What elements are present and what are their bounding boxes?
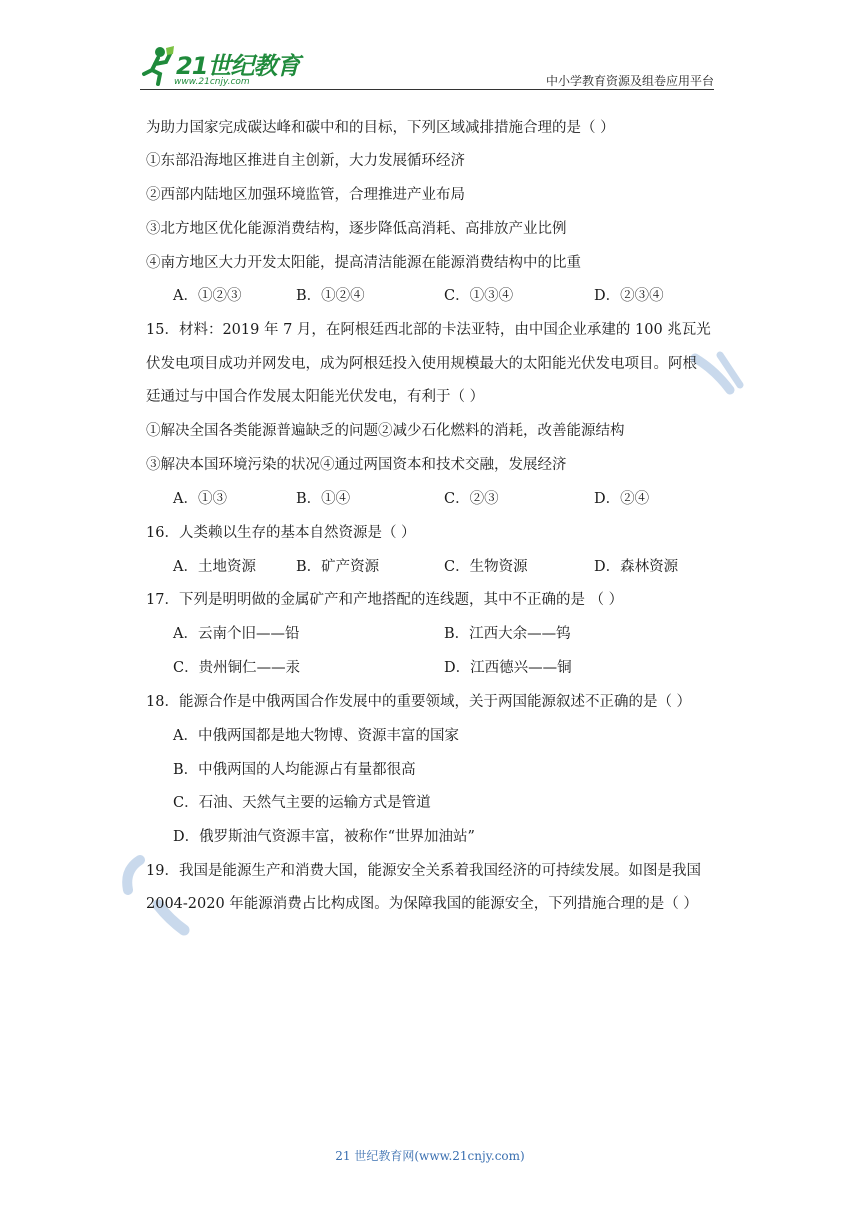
q15-stem-line-1: 15．材料：2019 年 7 月，在阿根廷西北部的卡法亚特，由中国企业承建的 100 兆瓦光 xyxy=(146,322,711,338)
q15-option-a: A．①③ xyxy=(173,491,227,507)
q16-option-c: C．生物资源 xyxy=(444,559,528,575)
logo-url: www.21cnjy.com xyxy=(174,77,250,87)
platform-title: 中小学教育资源及组卷应用平台 xyxy=(545,74,714,88)
q16-option-d: D．森林资源 xyxy=(594,559,679,575)
q15-option-d: D．②④ xyxy=(594,491,650,507)
runner-logo-icon xyxy=(140,44,176,88)
q18-option-c: C．石油、天然气主要的运输方式是管道 xyxy=(173,795,431,811)
q18-option-d: D．俄罗斯油气资源丰富，被称作“世界加油站” xyxy=(173,829,475,845)
q14-stem: 为助力国家完成碳达峰和碳中和的目标，下列区域减排措施合理的是（ ） xyxy=(146,120,615,136)
q14-item-3: ③北方地区优化能源消费结构，逐步降低高消耗、高排放产业比例 xyxy=(146,221,567,237)
header-divider xyxy=(140,89,714,90)
q16-stem: 16．人类赖以生存的基本自然资源是（ ） xyxy=(146,525,416,541)
q15-option-b: B．①④ xyxy=(296,491,351,507)
q14-item-4: ④南方地区大力开发太阳能，提高清洁能源在能源消费结构中的比重 xyxy=(146,255,581,271)
q18-stem: 18．能源合作是中俄两国合作发展中的重要领域，关于两国能源叙述不正确的是（ ） xyxy=(146,694,692,710)
q14-item-1: ①东部沿海地区推进自主创新，大力发展循环经济 xyxy=(146,153,465,169)
watermark-mark-right xyxy=(690,350,750,400)
q17-option-c: C．贵州铜仁——汞 xyxy=(173,660,301,676)
q15-item-1: ①解决全国各类能源普遍缺乏的问题②减少石化燃料的消耗，改善能源结构 xyxy=(146,423,625,439)
q14-item-2: ②西部内陆地区加强环境监管，合理推进产业布局 xyxy=(146,187,465,203)
page-header xyxy=(0,0,860,100)
q14-option-b: B．①②④ xyxy=(296,288,365,304)
q17-option-d: D．江西德兴——铜 xyxy=(444,660,572,676)
q16-option-b: B．矿产资源 xyxy=(296,559,380,575)
q15-stem-line-2: 伏发电项目成功并网发电，成为阿根廷投入使用规模最大的太阳能光伏发电项目。阿根 xyxy=(146,356,697,372)
q15-item-2: ③解决本国环境污染的状况④通过两国资本和技术交融，发展经济 xyxy=(146,457,567,473)
q14-option-d: D．②③④ xyxy=(594,288,664,304)
q14-option-c: C．①③④ xyxy=(444,288,514,304)
q19-stem-line-1: 19．我国是能源生产和消费大国，能源安全关系着我国经济的可持续发展。如图是我国 xyxy=(146,863,701,879)
q18-option-a: A．中俄两国都是地大物博、资源丰富的国家 xyxy=(173,728,459,744)
q15-option-c: C．②③ xyxy=(444,491,499,507)
logo-text: 21世纪教育 xyxy=(176,52,300,80)
q19-stem-line-2: 2004-2020 年能源消费占比构成图。为保障我国的能源安全，下列措施合理的是（ ） xyxy=(146,896,698,912)
q17-option-b: B．江西大余——钨 xyxy=(444,626,571,642)
q16-option-a: A．土地资源 xyxy=(173,559,256,575)
logo xyxy=(140,44,310,94)
q17-stem: 17．下列是明明做的金属矿产和产地搭配的连线题，其中不正确的是 （ ） xyxy=(146,592,624,608)
q17-option-a: A．云南个旧——铅 xyxy=(173,626,300,642)
page-footer: 21 世纪教育网(www.21cnjy.com) xyxy=(335,1149,525,1163)
q18-option-b: B．中俄两国的人均能源占有量都很高 xyxy=(173,762,416,778)
q14-option-a: A．①②③ xyxy=(173,288,242,304)
q15-stem-line-3: 廷通过与中国合作发展太阳能光伏发电，有利于（ ） xyxy=(146,389,485,405)
